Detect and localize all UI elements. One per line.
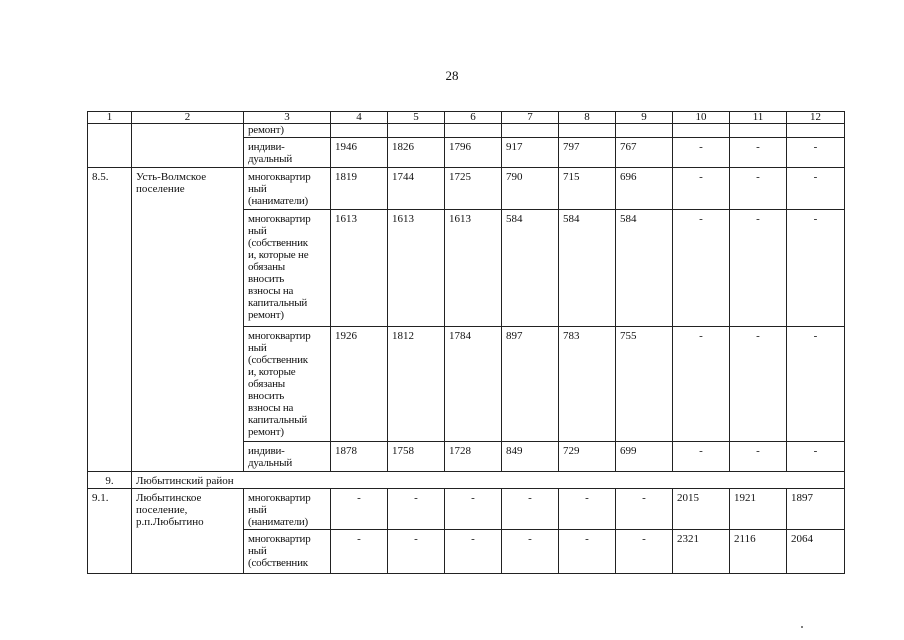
section-title: Любытинский район [132, 472, 845, 489]
page-number: 28 [445, 68, 459, 83]
header-cell: 12 [787, 112, 845, 124]
value-cell: 715 [559, 168, 616, 210]
value-cell: - [730, 327, 787, 442]
value-cell [445, 124, 502, 138]
value-cell: - [673, 210, 730, 327]
value-cell: 1812 [388, 327, 445, 442]
header-cell: 6 [445, 112, 502, 124]
header-cell: 8 [559, 112, 616, 124]
header-cell: 1 [88, 112, 132, 124]
value-cell: - [616, 489, 673, 530]
value-cell: 1613 [331, 210, 388, 327]
value-cell: - [445, 489, 502, 530]
value-cell: 1758 [388, 442, 445, 472]
value-cell: - [787, 138, 845, 168]
header-cell: 9 [616, 112, 673, 124]
cell-housing-type: многоквартир ный (собственник и, которые обязаны вносить взносы на капитальный ремонт) [244, 327, 331, 442]
value-cell [616, 124, 673, 138]
value-cell: - [787, 442, 845, 472]
cell-housing-type: индиви- дуальный [244, 442, 331, 472]
value-cell: - [730, 138, 787, 168]
cell-name: Любытинское поселение, р.п.Любытино [132, 489, 244, 574]
header-cell: 3 [244, 112, 331, 124]
value-cell: 1897 [787, 489, 845, 530]
value-cell: 1796 [445, 138, 502, 168]
value-cell [502, 124, 559, 138]
cell-housing-type: многоквартир ный (собственник [244, 530, 331, 574]
value-cell: 2015 [673, 489, 730, 530]
header-cell: 11 [730, 112, 787, 124]
value-cell: - [559, 530, 616, 574]
cell-number [88, 124, 132, 168]
cell-number: 9.1. [88, 489, 132, 574]
value-cell: 783 [559, 327, 616, 442]
value-cell: 1613 [388, 210, 445, 327]
value-cell: 755 [616, 327, 673, 442]
value-cell: - [331, 489, 388, 530]
value-cell: 849 [502, 442, 559, 472]
value-cell: - [502, 489, 559, 530]
value-cell: 729 [559, 442, 616, 472]
value-cell: 767 [616, 138, 673, 168]
value-cell: - [673, 168, 730, 210]
section-number: 9. [88, 472, 132, 489]
value-cell: 1613 [445, 210, 502, 327]
value-cell: 584 [559, 210, 616, 327]
cell-housing-type: многоквартир ный (наниматели) [244, 168, 331, 210]
header-row [88, 112, 845, 124]
value-cell: 584 [502, 210, 559, 327]
value-cell: 584 [616, 210, 673, 327]
value-cell: 1926 [331, 327, 388, 442]
value-cell [673, 124, 730, 138]
value-cell [331, 124, 388, 138]
value-cell: - [331, 530, 388, 574]
value-cell: - [673, 442, 730, 472]
value-cell: - [730, 168, 787, 210]
value-cell: 1819 [331, 168, 388, 210]
value-cell [559, 124, 616, 138]
value-cell: - [787, 210, 845, 327]
cell-housing-type: многоквартир ный (собственник и, которые не обязаны вносить взносы на капитальный ремонт) [244, 210, 331, 327]
cell-housing-type: многоквартир ный (наниматели) [244, 489, 331, 530]
value-cell: - [787, 327, 845, 442]
table-row [88, 168, 845, 210]
header-cell: 7 [502, 112, 559, 124]
value-cell: - [388, 489, 445, 530]
cell-housing-type: индиви- дуальный [244, 138, 331, 168]
value-cell: 897 [502, 327, 559, 442]
value-cell: - [616, 530, 673, 574]
value-cell: 1728 [445, 442, 502, 472]
value-cell: 1946 [331, 138, 388, 168]
cell-number: 8.5. [88, 168, 132, 472]
header-cell: 10 [673, 112, 730, 124]
value-cell: - [730, 210, 787, 327]
header-cell: 5 [388, 112, 445, 124]
value-cell: 1784 [445, 327, 502, 442]
value-cell: - [673, 138, 730, 168]
cell-name: Усть-Волмское поселение [132, 168, 244, 472]
header-cell: 2 [132, 112, 244, 124]
value-cell [388, 124, 445, 138]
value-cell: 1725 [445, 168, 502, 210]
scan-speck [801, 626, 803, 628]
value-cell: 917 [502, 138, 559, 168]
value-cell: 2064 [787, 530, 845, 574]
value-cell: 2116 [730, 530, 787, 574]
section-row [88, 472, 845, 489]
value-cell: - [559, 489, 616, 530]
value-cell: - [787, 168, 845, 210]
value-cell: 1826 [388, 138, 445, 168]
value-cell [730, 124, 787, 138]
value-cell: - [502, 530, 559, 574]
cell-housing-type: ремонт) [244, 124, 331, 138]
value-cell: 1878 [331, 442, 388, 472]
value-cell: - [445, 530, 502, 574]
table-row [88, 489, 845, 530]
value-cell: - [730, 442, 787, 472]
value-cell: 1744 [388, 168, 445, 210]
value-cell: 797 [559, 138, 616, 168]
value-cell: 696 [616, 168, 673, 210]
value-cell: - [388, 530, 445, 574]
value-cell [787, 124, 845, 138]
value-cell: 699 [616, 442, 673, 472]
tariff-table [87, 111, 845, 574]
value-cell: 790 [502, 168, 559, 210]
value-cell: - [673, 327, 730, 442]
value-cell: 2321 [673, 530, 730, 574]
header-cell: 4 [331, 112, 388, 124]
cell-name [132, 124, 244, 168]
table-row [88, 124, 845, 138]
value-cell: 1921 [730, 489, 787, 530]
